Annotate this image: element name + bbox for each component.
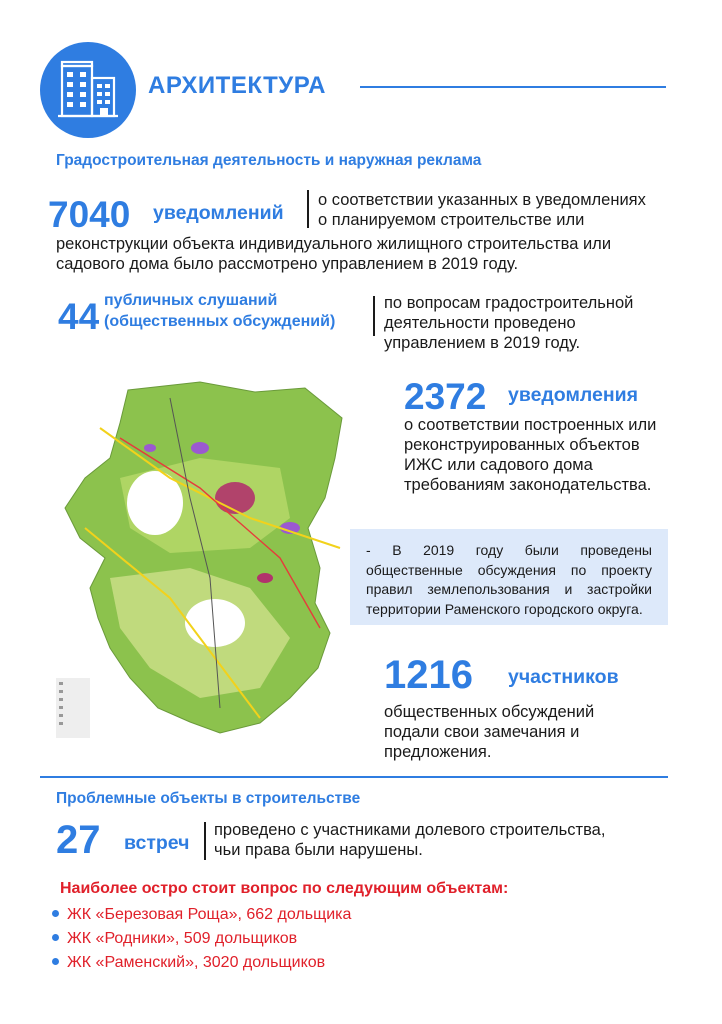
info-note-text: - В 2019 году были проведены общественные обсуждения по проекту правил землепользования и застройки территории Раменского городского округа. <box>366 542 652 617</box>
alert-heading: Наиболее остро стоит вопрос по следующим объектам: <box>60 880 509 897</box>
stat-word-hearings: (общественных обсуждений) <box>104 313 336 330</box>
stat3-text-line: ИЖС или садового дома <box>404 456 593 474</box>
stat4-text-line: подали свои замечания и <box>384 723 580 741</box>
stat3-text-line: о соответствии построенных или <box>404 416 657 434</box>
bullet-icon <box>52 910 59 917</box>
stat-divider <box>307 190 309 228</box>
stat-word-participants: участников <box>508 666 619 688</box>
bullet-icon <box>52 958 59 965</box>
stat-number-27: 27 <box>56 818 101 862</box>
title-divider <box>360 86 666 88</box>
list-item: ЖК «Раменский», 3020 дольщиков <box>52 954 325 972</box>
stat3-text-line: реконструированных объектов <box>404 436 640 454</box>
list-item: ЖК «Березовая Роща», 662 дольщика <box>52 906 351 924</box>
stat1-text-line: о соответствии указанных в уведомлениях <box>318 191 646 209</box>
stat-number-2372: 2372 <box>404 376 487 417</box>
stat1-text-line: о планируемом строительстве или <box>318 211 585 229</box>
page-title: АРХИТЕКТУРА <box>148 72 326 99</box>
building-icon <box>40 42 136 138</box>
stat2-text-line: управлением в 2019 году. <box>384 334 581 352</box>
stat4-text-line: предложения. <box>384 743 492 761</box>
stat2-text-line: по вопросам градостроительной <box>384 294 634 312</box>
stat-word-hearings: публичных слушаний <box>104 292 278 309</box>
stat-divider <box>204 822 206 860</box>
stat-word-notifications: уведомлений <box>153 202 284 224</box>
stat2-text-line: деятельности проведено <box>384 314 576 332</box>
stat-divider <box>373 296 375 336</box>
header-icon-circle <box>40 42 136 138</box>
stat-word-meetings: встреч <box>124 832 190 854</box>
district-map <box>50 378 350 762</box>
stat-number-1216: 1216 <box>384 653 473 697</box>
stat-word-notifications-2: уведомления <box>508 384 638 406</box>
stat4-text-line: общественных обсуждений <box>384 703 595 721</box>
section-heading-urban: Градостроительная деятельность и наружная реклама <box>56 152 482 169</box>
stat5-text-line: чьи права были нарушены. <box>214 841 423 859</box>
stat1-text-line: садового дома было рассмотрено управлением в 2019 году. <box>56 255 519 273</box>
section-heading-problem: Проблемные объекты в строительстве <box>56 790 361 807</box>
stat-number-44: 44 <box>58 296 100 337</box>
stat1-text-line: реконструкции объекта индивидуального жилищного строительства или <box>56 235 612 253</box>
stat5-text-line: проведено с участниками долевого строительства, <box>214 821 606 839</box>
bullet-icon <box>52 934 59 941</box>
section-divider <box>40 776 668 778</box>
stat-number-7040: 7040 <box>48 194 131 235</box>
stat3-text-line: требованиям законодательства. <box>404 476 652 494</box>
info-note-box <box>350 529 668 625</box>
list-item: ЖК «Родники», 509 дольщиков <box>52 930 297 948</box>
